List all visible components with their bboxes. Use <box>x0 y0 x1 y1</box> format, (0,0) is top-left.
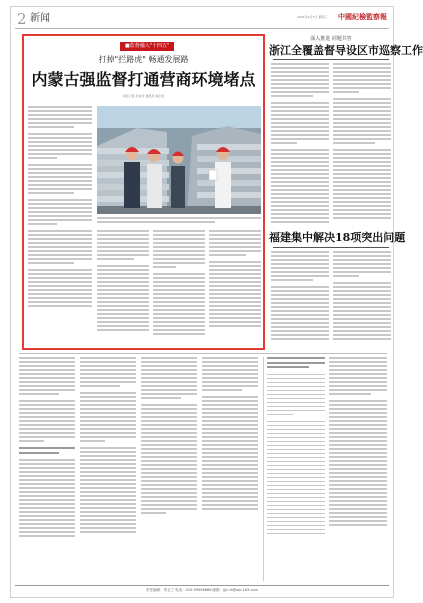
side-article-2-text <box>271 251 329 349</box>
footer-rule <box>15 585 389 586</box>
header-rule <box>15 28 389 29</box>
article-byline: 本报记者 孙金龙 通讯员 韩洪泉 <box>122 94 165 98</box>
page-number: 2 <box>17 10 27 28</box>
lower-text-column <box>19 357 75 581</box>
lower-text-column <box>80 357 136 581</box>
person-1 <box>124 147 140 208</box>
column-tag: ■监督融入"十四五" <box>120 42 174 51</box>
side-article-text <box>271 63 329 227</box>
section-name: 新闻 <box>30 13 50 24</box>
side-article-kicker: 深入推进 同题共答 <box>310 36 352 42</box>
side-headline-rule <box>273 59 389 60</box>
article-text-column <box>153 230 205 346</box>
featured-article-highlight[interactable] <box>22 34 265 350</box>
side-article-2-text <box>333 251 391 349</box>
person-3 <box>171 152 185 209</box>
page-header <box>11 7 393 31</box>
side-headline-2-rule <box>273 247 389 248</box>
article-kicker: 打掉"拦路虎" 畅通发展路 <box>98 55 189 64</box>
page-footer: 责任编辑：李玉兰 电话：010-59596686 邮箱：jjjc-rb@vip.163.com <box>146 588 258 592</box>
side-article-headline: 浙江全覆盖督导设区市巡察工作 <box>269 44 423 57</box>
photo-caption <box>97 217 261 226</box>
issue-date: 2021年4月7日 星期三 <box>297 15 328 19</box>
article-headline: 内蒙古强监督打通营商环境堵点 <box>31 70 256 89</box>
lower-right-divider <box>263 357 264 581</box>
article-text-column <box>209 230 261 346</box>
side-article-text <box>333 63 391 227</box>
side-article-2-headline: 福建集中解决18项突出问题 <box>269 231 406 244</box>
masthead-logo: 中國紀檢監察報 <box>338 12 387 21</box>
section-divider <box>19 353 387 354</box>
lower-right-text <box>329 357 387 581</box>
lower-text-column <box>202 357 258 581</box>
article-photo <box>97 106 261 214</box>
lower-text-column <box>141 357 197 581</box>
article-text-column <box>28 106 92 346</box>
newspaper-page <box>10 6 423 598</box>
article-text-column <box>97 230 149 346</box>
lower-right-text <box>267 357 325 581</box>
